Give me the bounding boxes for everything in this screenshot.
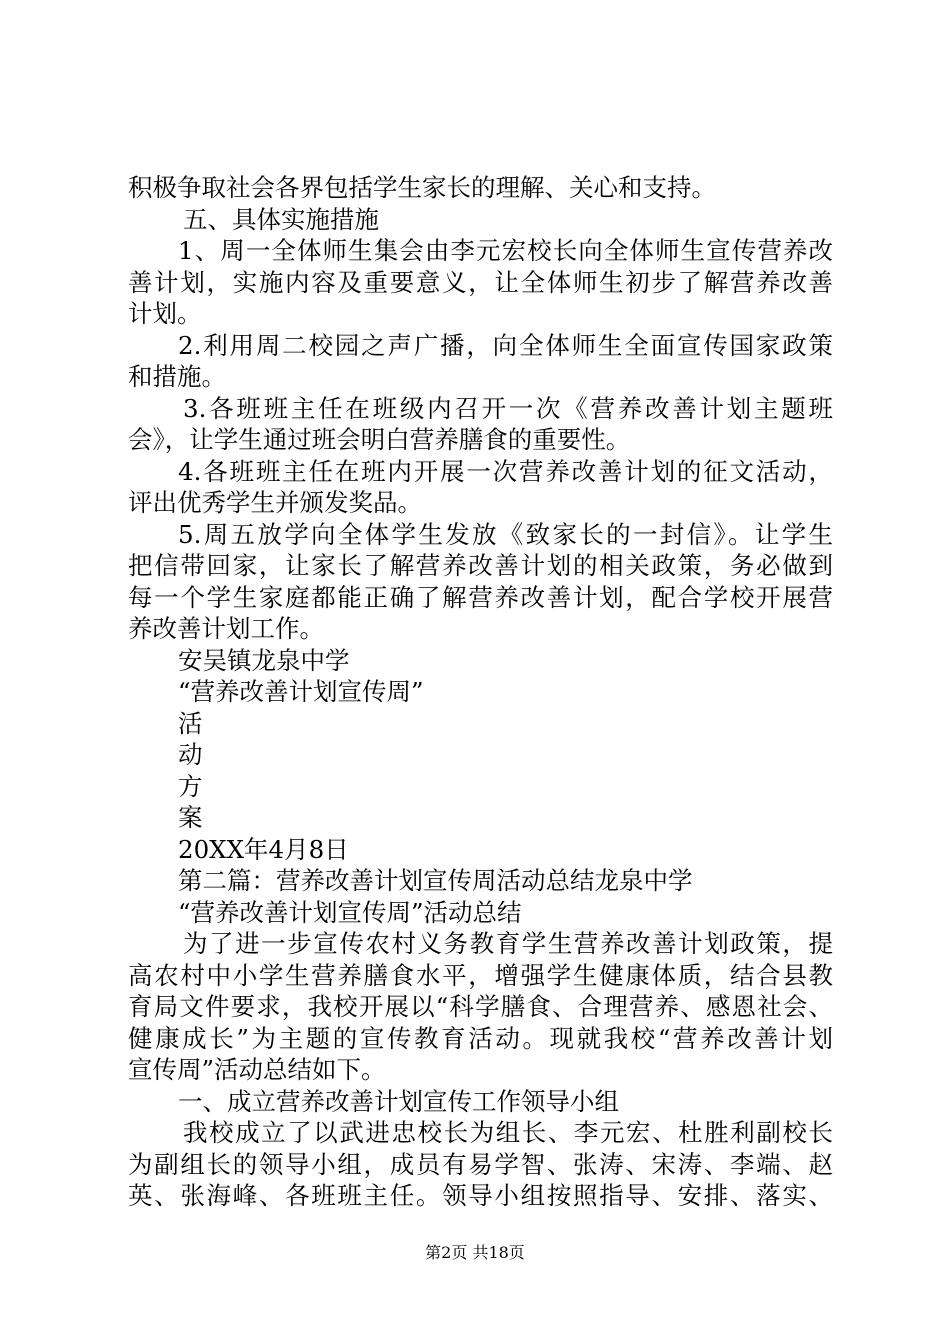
text-line: 善计划，实施内容及重要意义，让全体师生初步了解营养改善 [128, 267, 833, 297]
school-name: 安吴镇龙泉中学 [178, 645, 350, 675]
text-line: 宣传周”活动总结如下。 [128, 1055, 386, 1084]
vertical-char: 方 [178, 771, 203, 801]
text-line: 1、周一全体师生集会由李元宏校长向全体师生宣传营养改 [178, 236, 833, 265]
text-line: 英、张海峰、各班班主任。领导小组按照指导、安排、落实、 [128, 1181, 833, 1210]
document-date: 20XX年4月8日 [178, 834, 349, 864]
text-line: 每一个学生家庭都能正确了解营养改善计划，配合学校开展营 [128, 582, 833, 612]
vertical-char: 活 [178, 708, 203, 738]
text-line: 3.各班班主任在班级内召开一次《营养改善计划主题班 [183, 393, 833, 423]
summary-title: “营养改善计划宣传周”活动总结 [178, 897, 522, 927]
text-line: 2.利用周二校园之声广播，向全体师生全面宣传国家政策 [178, 330, 833, 360]
text-line: 5.周五放学向全体学生发放《致家长的一封信》。让学生 [178, 519, 833, 549]
page-number: 第2页 共18页 [425, 1243, 525, 1262]
document-body [128, 172, 833, 1212]
text-line: 和措施。 [128, 362, 226, 391]
vertical-char: 案 [178, 803, 203, 832]
text-line: 为了进一步宣传农村义务教育学生营养改善计划政策，提 [183, 929, 833, 958]
chapter-heading: 第二篇：营养改善计划宣传周活动总结龙泉中学 [178, 866, 693, 895]
text-line: 4.各班班主任在班内开展一次营养改善计划的征文活动， [178, 456, 833, 486]
text-line: 计划。 [128, 299, 202, 328]
text-line: 高农村中小学生营养膳食水平，增强学生健康体质，结合县教 [128, 960, 833, 990]
text-line: 养改善计划工作。 [128, 614, 324, 643]
text-line: 我校成立了以武进忠校长为组长、李元宏、杜胜利副校长 [183, 1118, 833, 1147]
text-line: 育局文件要求，我校开展以“科学膳食、合理营养、感恩社会、 [128, 992, 833, 1021]
text-line: 为副组长的领导小组，成员有易学智、张涛、宋涛、李端、赵 [128, 1149, 833, 1179]
text-line: 积极争取社会各界包括学生家长的理解、关心和支持。 [128, 173, 716, 202]
event-title: “营养改善计划宣传周” [178, 677, 424, 706]
text-line: 把信带回家，让家长了解营养改善计划的相关政策，务必做到 [128, 551, 833, 580]
text-line: 健康成长”为主题的宣传教育活动。现就我校“营养改善计划 [128, 1023, 833, 1053]
section-heading: 一、成立营养改善计划宣传工作领导小组 [178, 1086, 619, 1116]
text-line: 评出优秀学生并颁发奖品。 [128, 488, 422, 517]
vertical-char: 动 [178, 740, 203, 769]
section-heading: 五、具体实施措施 [183, 204, 379, 234]
text-line: 会》，让学生通过班会明白营养膳食的重要性。 [128, 425, 631, 454]
